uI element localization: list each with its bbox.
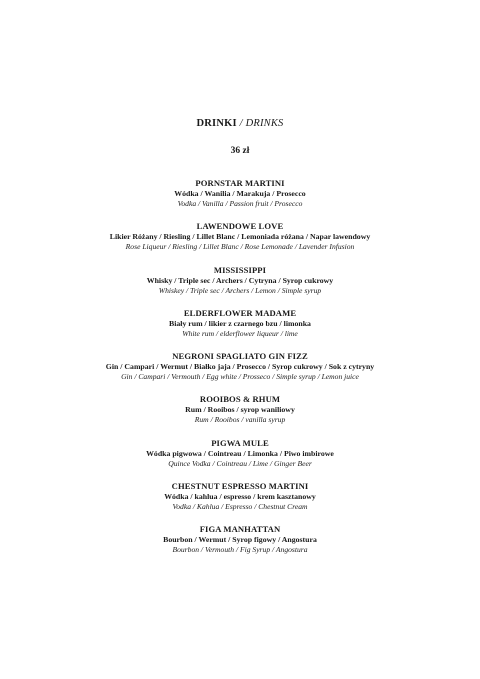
- menu-title-en: DRINKS: [245, 118, 284, 129]
- drink-name: MISSISSIPPI: [213, 264, 267, 275]
- drink-ingredients-pl: Wódka pigwowa / Cointreau / Limonka / Piwo imbirowe: [146, 448, 334, 458]
- drink-ingredients-en: Quince Vodka / Cointreau / Lime / Ginger Beer: [168, 458, 312, 468]
- menu-price: 36 zł: [230, 146, 250, 156]
- drink-ingredients-pl: Rum / Rooibos / syrop waniliowy: [185, 405, 295, 415]
- menu-title: [0, 118, 480, 129]
- drink-item: [0, 351, 480, 394]
- drink-ingredients-en: Rose Liqueur / Riesling / Lillet Blanc / Rose Lemonade / Lavender Infusion: [125, 242, 355, 252]
- drink-ingredients-en: Vodka / Kahlua / Espresso / Chestnut Cream: [172, 502, 308, 512]
- drink-ingredients-pl: Wódka / Wanilia / Marakuja / Prosecco: [174, 189, 306, 198]
- drink-name: PORNSTAR MARTINI: [195, 178, 285, 188]
- drink-ingredients-en: Bourbon / Vermouth / Fig Syrup / Angostura: [172, 545, 308, 555]
- menu-title-separator: /: [236, 118, 246, 129]
- drink-name: NEGRONI SPAGLIATO GIN FIZZ: [172, 351, 308, 362]
- drink-ingredients-en: Vodka / Vanilla / Passion fruit / Prosecco: [177, 199, 303, 208]
- drink-item: [0, 481, 480, 524]
- drink-name: LAWENDOWE LOVE: [196, 221, 284, 232]
- drink-item: [0, 438, 480, 481]
- drink-name: FIGA MANHATTAN: [199, 524, 281, 535]
- drink-ingredients-pl: Bourbon / Wermut / Syrop figowy / Angostura: [163, 535, 317, 545]
- drink-name: PIGWA MULE: [211, 437, 269, 448]
- drink-ingredients-en: White rum / elderflower liqueur / lime: [182, 328, 298, 338]
- drink-name: ROOIBOS & RHUM: [199, 394, 281, 405]
- drink-ingredients-pl: Wódka / kahlua / espresso / krem kasztanowy: [164, 492, 316, 502]
- drink-item: [0, 524, 480, 567]
- drink-ingredients-en: Rum / Rooibos / vanilla syrup: [194, 415, 286, 425]
- drink-item: [0, 308, 480, 351]
- drink-ingredients-pl: Likier Różany / Riesling / Lillet Blanc / Lemoniada różana / Napar lawendowy: [109, 232, 371, 242]
- drink-ingredients-pl: Biały rum / likier z czarnego bzu / limonka: [169, 318, 311, 328]
- menu-title-pl: DRINKI: [196, 118, 237, 129]
- drink-item: [0, 221, 480, 264]
- drink-ingredients-en: Gin / Campari / Vermouth / Egg white / Prosseco / Simple syrup / Lemon juice: [121, 372, 359, 382]
- drink-item: [0, 394, 480, 437]
- drink-item: [0, 265, 480, 308]
- drink-name: CHESTNUT ESPRESSO MARTINI: [171, 481, 309, 492]
- drink-ingredients-en: Whiskey / Triple sec / Archers / Lemon / Simple syrup: [158, 285, 322, 295]
- drink-ingredients-pl: Gin / Campari / Wermut / Białko jaja / Prosecco / Syrop cukrowy / Sok z cytryny: [105, 362, 375, 372]
- drink-item: [0, 178, 480, 221]
- drink-name: ELDERFLOWER MADAME: [183, 307, 297, 318]
- drink-ingredients-pl: Whisky / Triple sec / Archers / Cytryna / Syrop cukrowy: [146, 275, 334, 285]
- drinks-list: [0, 178, 480, 568]
